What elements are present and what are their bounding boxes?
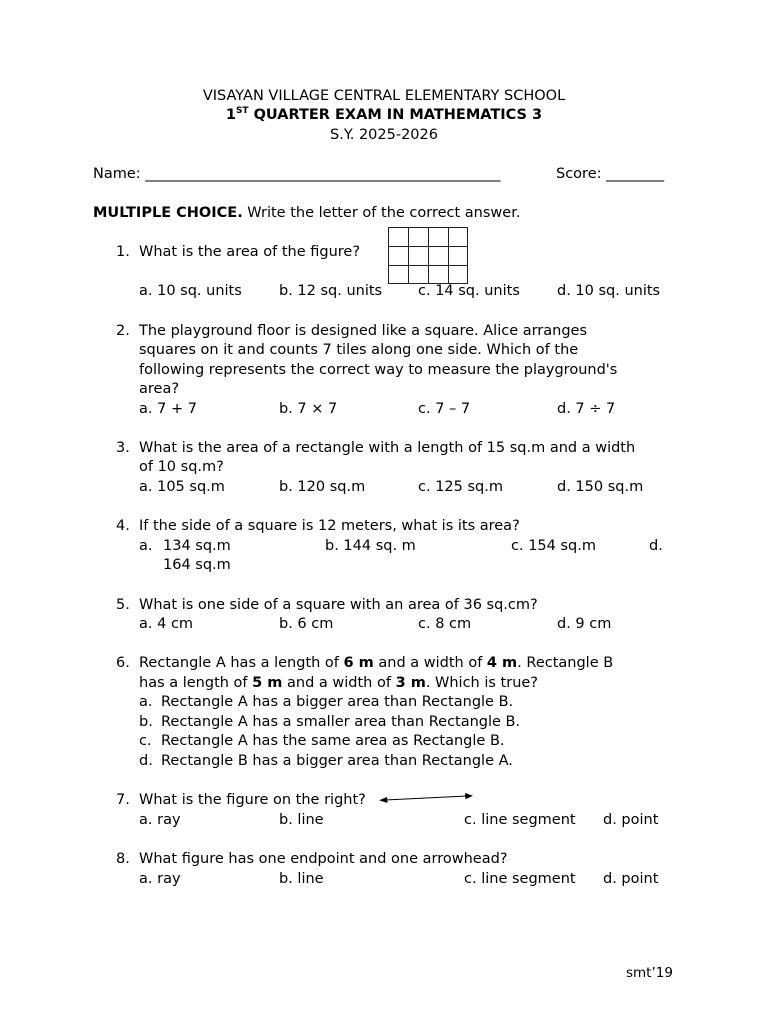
option-d: d. 10 sq. units xyxy=(557,283,661,299)
option-a: a. Rectangle A has a bigger area than Rectangle B. xyxy=(139,694,514,710)
question-text: following represents the correct way to measure the playground's xyxy=(139,362,618,378)
question-text: Rectangle A has a length of 6 m and a width of 4 m. Rectangle B xyxy=(139,655,614,671)
option-b: b. Rectangle A has a smaller area than Rectangle B. xyxy=(139,714,521,730)
question-text: The playground floor is designed like a square. Alice arranges xyxy=(139,323,588,339)
option-d: d. 9 cm xyxy=(557,616,612,632)
option-d: d. 150 sq.m xyxy=(557,479,644,495)
question-text: What figure has one endpoint and one arrowhead? xyxy=(139,851,508,867)
question-number: 5. xyxy=(116,597,130,613)
area-grid-figure xyxy=(388,227,468,284)
option-a: a. 7 + 7 xyxy=(139,401,197,417)
question-text: What is the area of the figure? xyxy=(139,244,361,260)
option-d-letter: d. xyxy=(649,538,663,554)
option-c: c. 154 sq.m xyxy=(511,538,596,554)
option-d: 164 sq.m xyxy=(163,557,231,573)
question-text: What is the figure on the right? xyxy=(139,792,366,808)
question-text: What is the area of a rectangle with a length of 15 sq.m and a width xyxy=(139,440,636,456)
option-d: d. point xyxy=(603,812,659,828)
exam-title: 1ST QUARTER EXAM IN MATHEMATICS 3 xyxy=(225,106,543,123)
school-year: S.Y. 2025-2026 xyxy=(330,127,438,143)
question-number: 8. xyxy=(116,851,130,867)
option-b: b. line xyxy=(279,871,324,887)
option-d: d. 7 ÷ 7 xyxy=(557,401,616,417)
option-c: c. 7 – 7 xyxy=(418,401,471,417)
question-number: 2. xyxy=(116,323,130,339)
question-number: 4. xyxy=(116,518,130,534)
question-text: has a length of 5 m and a width of 3 m. Which is true? xyxy=(139,675,539,691)
score-line: Score: ________ xyxy=(556,166,665,182)
question-number: 6. xyxy=(116,655,130,671)
question-text: What is one side of a square with an area of 36 sq.cm? xyxy=(139,597,538,613)
question-text: area? xyxy=(139,381,180,397)
option-c: c. 14 sq. units xyxy=(418,283,520,299)
option-b: b. 6 cm xyxy=(279,616,334,632)
option-a: a. 10 sq. units xyxy=(139,283,242,299)
option-a-letter: a. xyxy=(139,538,153,554)
option-c: c. 8 cm xyxy=(418,616,472,632)
question-number: 1. xyxy=(116,244,130,260)
option-c: c. 125 sq.m xyxy=(418,479,503,495)
option-a: 134 sq.m xyxy=(163,538,231,554)
option-b: b. line xyxy=(279,812,324,828)
option-a: a. 4 cm xyxy=(139,616,194,632)
question-number: 7. xyxy=(116,792,130,808)
option-a: a. ray xyxy=(139,871,181,887)
option-a: a. ray xyxy=(139,812,181,828)
option-d: d. point xyxy=(603,871,659,887)
question-text: If the side of a square is 12 meters, what is its area? xyxy=(139,518,520,534)
option-c: c. line segment xyxy=(464,812,576,828)
option-b: b. 7 × 7 xyxy=(279,401,338,417)
option-c: c. Rectangle A has the same area as Rectangle B. xyxy=(139,733,505,749)
option-b: b. 144 sq. m xyxy=(325,538,416,554)
option-d: d. Rectangle B has a bigger area than Rectangle A. xyxy=(139,753,513,769)
question-text: of 10 sq.m? xyxy=(139,459,224,475)
question-number: 3. xyxy=(116,440,130,456)
school-name: VISAYAN VILLAGE CENTRAL ELEMENTARY SCHOOL xyxy=(202,88,566,104)
option-a: a. 105 sq.m xyxy=(139,479,225,495)
option-b: b. 12 sq. units xyxy=(279,283,383,299)
option-c: c. line segment xyxy=(464,871,576,887)
line-figure xyxy=(377,792,477,806)
option-b: b. 120 sq.m xyxy=(279,479,366,495)
question-text: squares on it and counts 7 tiles along one side. Which of the xyxy=(139,342,579,358)
footer-code: smt’19 xyxy=(626,965,673,981)
name-line: Name: _________________________________________________ xyxy=(93,166,501,182)
instructions: MULTIPLE CHOICE. Write the letter of the correct answer. xyxy=(93,205,521,221)
